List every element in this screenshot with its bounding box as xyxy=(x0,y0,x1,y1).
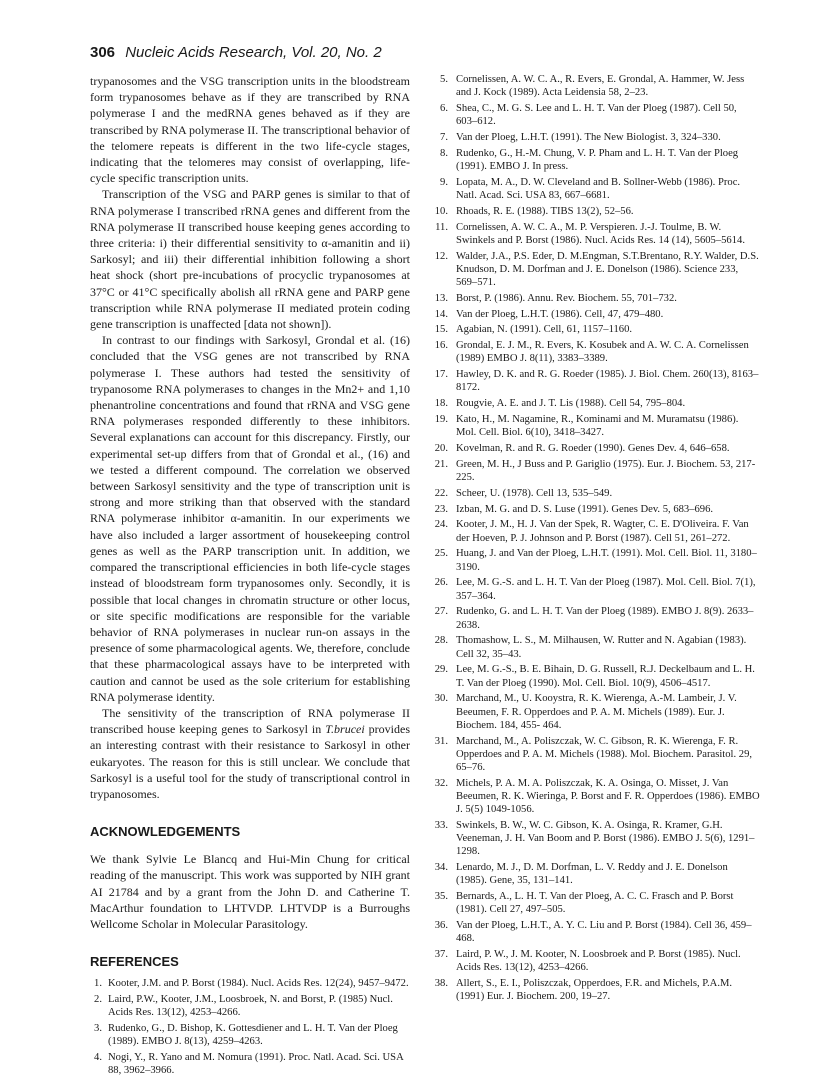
reference-item xyxy=(430,221,760,247)
reference-number: 6. xyxy=(440,103,448,114)
reference-text: Grondal, E. J. M., R. Evers, K. Kosubek and A. W. C. A. Cornelissen (1989) EMBO J. 8(11), 3383–3389. xyxy=(456,340,749,365)
reference-number: 20. xyxy=(434,442,448,454)
reference-text: Rhoads, R. E. (1988). TIBS 13(2), 52–56. xyxy=(456,205,634,217)
reference-text: Shea, C., M. G. S. Lee and L. H. T. Van der Ploeg (1987). Cell 50, 603–612. xyxy=(456,103,737,128)
reference-item xyxy=(430,547,760,573)
reference-number: 35. xyxy=(434,891,448,903)
page-number: 306 xyxy=(90,44,116,61)
reference-number: 17. xyxy=(434,369,448,381)
acknowledgements-heading: ACKNOWLEDGEMENTS xyxy=(90,824,241,840)
reference-text: Borst, P. (1986). Annu. Rev. Biochem. 55, 701–732. xyxy=(456,292,677,304)
reference-text: Bernards, A., L. H. T. Van der Ploeg, A. C. C. Frasch and P. Borst (1981). Cell 27, 497–505. xyxy=(456,891,734,916)
reference-number: 30. xyxy=(434,693,448,705)
reference-number: 12. xyxy=(434,250,448,262)
reference-text: Agabian, N. (1991). Cell, 61, 1157–1160. xyxy=(456,324,633,336)
reference-number: 14. xyxy=(434,308,448,320)
reference-text: Rudenko, G., D. Bishop, K. Gottesdiener and L. H. T. Van der Ploeg (1989). EMBO J. 8(13), 4259–4263. xyxy=(108,1022,398,1048)
reference-number: 29. xyxy=(434,664,448,676)
reference-text: Rudenko, G. and L. H. T. Van der Ploeg (1989). EMBO J. 8(9). 2633–2638. xyxy=(456,606,754,631)
reference-number: 2. xyxy=(94,993,102,1005)
reference-number: 9. xyxy=(440,176,448,188)
body-paragraph-4 xyxy=(90,705,410,802)
reference-text: Van der Ploeg, L.H.T. (1986). Cell, 47, 479–480. xyxy=(456,308,664,320)
reference-number: 33. xyxy=(434,819,448,831)
reference-item xyxy=(90,993,410,1019)
reference-number: 37. xyxy=(434,949,448,961)
reference-text: Cornelissen, A. W. C. A., M. P. Verspieren. J.-J. Toulme, B. W. Swinkels and P. Borst (1986). Nucl. Acids Res. 14 (14), 5605–5614. xyxy=(456,221,745,246)
reference-item xyxy=(430,442,760,455)
reference-item xyxy=(430,250,760,290)
reference-number: 16. xyxy=(434,340,448,352)
reference-item xyxy=(430,576,760,602)
reference-text: Marchand, M., A. Poliszczak, W. C. Gibson, R. K. Wierenga, F. R. Opperdoes and P. A. M. Michels (1988). Mol. Biochem. Parasitol. 29, 65–76. xyxy=(456,735,753,773)
reference-text: Allert, S., E. I., Poliszczak, Opperdoes, F.R. and Michels, P.A.M. (1991) Eur. J. Biochem. 200, 19–27. xyxy=(456,978,733,1003)
paragraph-4-after: provides an interesting contrast with their resistance to Sarkosyl in other eukaryotes. The reason for this is still unclear. We conclude that Sarkosyl is a useful tool for the study of transcriptional control in trypanosomes. xyxy=(90,722,411,801)
reference-text: Hawley, D. K. and R. G. Roeder (1985). J. Biol. Chem. 260(13), 8163–8172. xyxy=(456,369,759,394)
reference-text: Green, M. H., J Buss and P. Gariglio (1975). Eur. J. Biochem. 53, 217-225. xyxy=(456,458,756,483)
paragraph-4-before: The sensitivity of the transcription of RNA polymerase II transcribed house keeping genes to Sarkosyl in xyxy=(90,705,410,737)
reference-number: 13. xyxy=(434,292,448,304)
body-paragraph-2: Transcription of the VSG and PARP genes is similar to that of RNA polymerase I transcribed rRNA genes and different from the RNA polymerase II transcribed house keeping genes according to three criteria: i) their differential sensitivity to α-amanitin and ii) Sarkosyl; and iii) their differential inhibition following a short heat shock (short pre-incubations of procyclic trypanosomes at 37°C or 41°C specifically abolish all rRNA gene and PARP gene transcription while RNA polymerase II mediated protein coding gene transcription is unaffected [data not shown]). xyxy=(90,187,410,332)
reference-text: Lenardo, M. J., D. M. Dorfman, L. V. Reddy and J. E. Donelson (1985). Gene, 35, 131–141. xyxy=(456,862,728,887)
reference-item xyxy=(430,819,760,859)
reference-text: Nogi, Y., R. Yano and M. Nomura (1991). Proc. Natl. Acad. Sci. USA 88, 3962–3966. xyxy=(108,1051,404,1077)
reference-item xyxy=(430,890,760,916)
reference-item xyxy=(430,147,760,173)
reference-text: Scheer, U. (1978). Cell 13, 535–549. xyxy=(456,487,613,499)
reference-item xyxy=(90,1022,410,1048)
reference-text: Thomashow, L. S., M. Milhausen, W. Rutter and N. Agabian (1983). Cell 32, 35–43. xyxy=(456,635,747,660)
reference-number: 11. xyxy=(435,221,448,233)
reference-text: Laird, P.W., Kooter, J.M., Loosbroek, N. and Borst, P. (1985) Nucl. Acids Res. 13(12), 4253–4266. xyxy=(108,993,393,1019)
left-column xyxy=(90,73,410,1080)
reference-list-right xyxy=(430,73,760,1004)
reference-number: 25. xyxy=(434,548,448,560)
reference-item xyxy=(430,102,760,128)
reference-text: Walder, J.A., P.S. Eder, D. M.Engman, S.T.Brentano, R.Y. Walder, D.S. Knudson, D. M. Dorfman and J. E. Donelson (1986). Science 233, 569–571. xyxy=(456,250,759,288)
reference-text: Rudenko, G., H.-M. Chung, V. P. Pham and L. H. T. Van der Ploeg (1991). EMBO J. In press. xyxy=(456,147,739,172)
reference-number: 15. xyxy=(434,324,448,336)
reference-number: 8. xyxy=(440,147,448,159)
reference-number: 21. xyxy=(434,458,448,470)
reference-number: 3. xyxy=(94,1022,102,1034)
reference-number: 18. xyxy=(434,398,448,410)
reference-item xyxy=(430,518,760,544)
reference-item xyxy=(430,503,760,516)
reference-number: 38. xyxy=(434,978,448,990)
reference-item xyxy=(430,339,760,365)
reference-text: Van der Ploeg, L.H.T. (1991). The New Biologist. 3, 324–330. xyxy=(456,132,721,143)
reference-item xyxy=(430,663,760,689)
reference-item xyxy=(430,205,760,218)
reference-item xyxy=(430,977,760,1003)
reference-text: Van der Ploeg, L.H.T., A. Y. C. Liu and P. Borst (1984). Cell 36, 459–468. xyxy=(456,920,752,945)
reference-item xyxy=(430,634,760,660)
reference-item xyxy=(430,777,760,817)
species-name: T.brucei xyxy=(325,722,365,737)
reference-number: 28. xyxy=(434,635,448,647)
reference-item xyxy=(90,977,410,990)
reference-item xyxy=(430,735,760,775)
reference-text: Kooter, J.M. and P. Borst (1984). Nucl. Acids Res. 12(24), 9457–9472. xyxy=(108,978,409,990)
reference-number: 34. xyxy=(434,862,448,874)
reference-item xyxy=(430,413,760,439)
reference-item xyxy=(430,176,760,202)
reference-item xyxy=(430,919,760,945)
reference-number: 24. xyxy=(434,519,448,531)
reference-item xyxy=(430,861,760,887)
reference-number: 5. xyxy=(440,74,448,85)
reference-text: Huang, J. and Van der Ploeg, L.H.T. (1991). Mol. Cell. Biol. 11, 3180–3190. xyxy=(456,548,757,573)
reference-text: Izban, M. G. and D. S. Luse (1991). Genes Dev. 5, 683–696. xyxy=(456,503,714,515)
reference-text: Cornelissen, A. W. C. A., R. Evers, E. Grondal, A. Hammer, W. Jess and J. Kock (1989). Acta Leidensia 58, 2–23. xyxy=(456,74,745,99)
body-paragraph-1: trypanosomes and the VSG transcription units in the bloodstream form trypanosomes behave as if they are transcribed by RNA polymerase I and the medRNA genes behaved as if they are transcribed by RNA polymerase II. The transcriptional behavior of the telomere repeats is different in the two life-cycle stages, indicating that the telomeres may consist of overlapping, life-cycle specific transcription units. xyxy=(90,74,411,186)
reference-item xyxy=(430,73,760,99)
reference-text: Kovelman, R. and R. G. Roeder (1990). Genes Dev. 4, 646–658. xyxy=(456,442,730,454)
reference-number: 7. xyxy=(440,132,448,143)
reference-number: 1. xyxy=(94,978,102,990)
reference-text: Rougvie, A. E. and J. T. Lis (1988). Cell 54, 795–804. xyxy=(456,398,686,410)
reference-text: Laird, P. W., J. M. Kooter, N. Loosbroek and P. Borst (1985). Nucl. Acids Res. 13(12), 4253–4266. xyxy=(456,949,741,974)
reference-item xyxy=(430,458,760,484)
reference-text: Michels, P. A. M. A. Poliszczak, K. A. Osinga, O. Misset, J. Van Beeumen, R. K. Wieringa, P. Borst and F. R. Opperdoes (1986). EMBO J. 5(5) 1049-1056. xyxy=(456,777,760,816)
reference-item xyxy=(90,1051,410,1077)
reference-text: Lopata, M. A., D. W. Cleveland and B. Sollner-Webb (1986). Proc. Natl. Acad. Sci. USA 83, 667–6681. xyxy=(456,176,741,201)
body-paragraph-3: In contrast to our findings with Sarkosyl, Grondal et al. (16) concluded that the VSG genes are not transcribed by RNA polymerase I. These authors had tested the sensitivity of trypanosome RNA polymerases to changes in the Mn2+ and 1,10 phenantroline concentrations and found that rRNA and VSG gene RNA polymerases responded differently to these inhibitors. Several explanations can account for this discrepancy. Firstly, our experimental set-up differs from that of Grondal et al., (16) and we tested a different compound. The correlation we observed between Sarkosyl sensitivity and the type of transcription unit is strong and more striking than that observed with the standard RNA polymerase inhibitor α-amanitin. In our experiments we have also included a larger assortment of housekeeping control genes as well as the PARP transcription unit. In addition, we compared the transcriptional efficiencies in both life-cycle stages instead of bloodstream form trypanosomes only. Secondly, it is possible that local changes in chromatin structure or other locus, or site specific modifications are responsible for the variable behavior of RNA polymerases in nuclear run-on assays in the presence of some pharmacological agents. We, therefore, conclude that these pharmacological assays have to be interpreted with caution and cannot be used as the sole criterium for establishing RNA polymerase identity. xyxy=(90,333,411,704)
reference-item xyxy=(430,948,760,974)
reference-item xyxy=(430,308,760,321)
reference-item xyxy=(430,397,760,410)
reference-item xyxy=(430,605,760,631)
reference-number: 10. xyxy=(434,205,448,217)
reference-number: 4. xyxy=(94,1051,102,1063)
reference-item xyxy=(430,131,760,144)
reference-text: Marchand, M., U. Kooystra, R. K. Wierenga, A.-M. Lambeir, J. V. Beeumen, F. R. Opperdoes and P. A. M. Michels (1989). Eur. J. Biochem. 184, 455- 464. xyxy=(456,693,737,731)
page-header xyxy=(90,44,382,61)
reference-text: Kato, H., M. Nagamine, R., Kominami and M. Muramatsu (1986). Mol. Cell. Biol. 6(10), 3418–3427. xyxy=(456,413,739,439)
reference-number: 19. xyxy=(434,413,448,425)
reference-number: 26. xyxy=(434,577,448,589)
reference-text: Swinkels, B. W., W. C. Gibson, K. A. Osinga, R. Kramer, G.H. Veeneman, J. H. Van Boom and P. Borst (1986). EMBO J. 5(6), 1291–1298. xyxy=(456,819,755,858)
reference-item xyxy=(430,368,760,394)
right-column xyxy=(430,73,760,1006)
reference-text: Lee, M. G.-S., B. E. Bihain, D. G. Russell, R.J. Deckelbaum and L. H. T. Van der Ploeg (1990). Mol. Cell. Biol. 10(9), 4506–4517. xyxy=(456,664,755,689)
acknowledgements-text: We thank Sylvie Le Blancq and Hui-Min Chung for critical reading of the manuscript. This work was supported by NIH grant AI 21784 and by a grant from the John D. and Catherine T. MacArthur foundation to LHTVDP. LHTVDP is a Burroughs Wellcome Scholar in Molecular Parasitology. xyxy=(90,852,410,931)
reference-item xyxy=(430,692,760,732)
reference-number: 32. xyxy=(434,777,448,789)
reference-item xyxy=(430,487,760,500)
reference-item xyxy=(430,292,760,305)
reference-number: 23. xyxy=(434,503,448,515)
reference-list-left xyxy=(90,977,410,1077)
reference-number: 27. xyxy=(434,606,448,618)
reference-text: Kooter, J. M., H. J. Van der Spek, R. Wagter, C. E. D'Oliveira. F. Van der Hoeven, P. J. Johnson and P. Borst (1987). Cell 51, 261–272. xyxy=(456,519,749,544)
references-heading: REFERENCES xyxy=(90,954,179,970)
journal-citation: Nucleic Acids Research, Vol. 20, No. 2 xyxy=(125,44,382,61)
reference-number: 31. xyxy=(434,735,448,747)
reference-number: 36. xyxy=(434,920,448,932)
reference-text: Lee, M. G.-S. and L. H. T. Van der Ploeg (1987). Mol. Cell. Biol. 7(1), 357–364. xyxy=(456,577,756,602)
reference-item xyxy=(430,323,760,336)
reference-number: 22. xyxy=(434,487,448,499)
